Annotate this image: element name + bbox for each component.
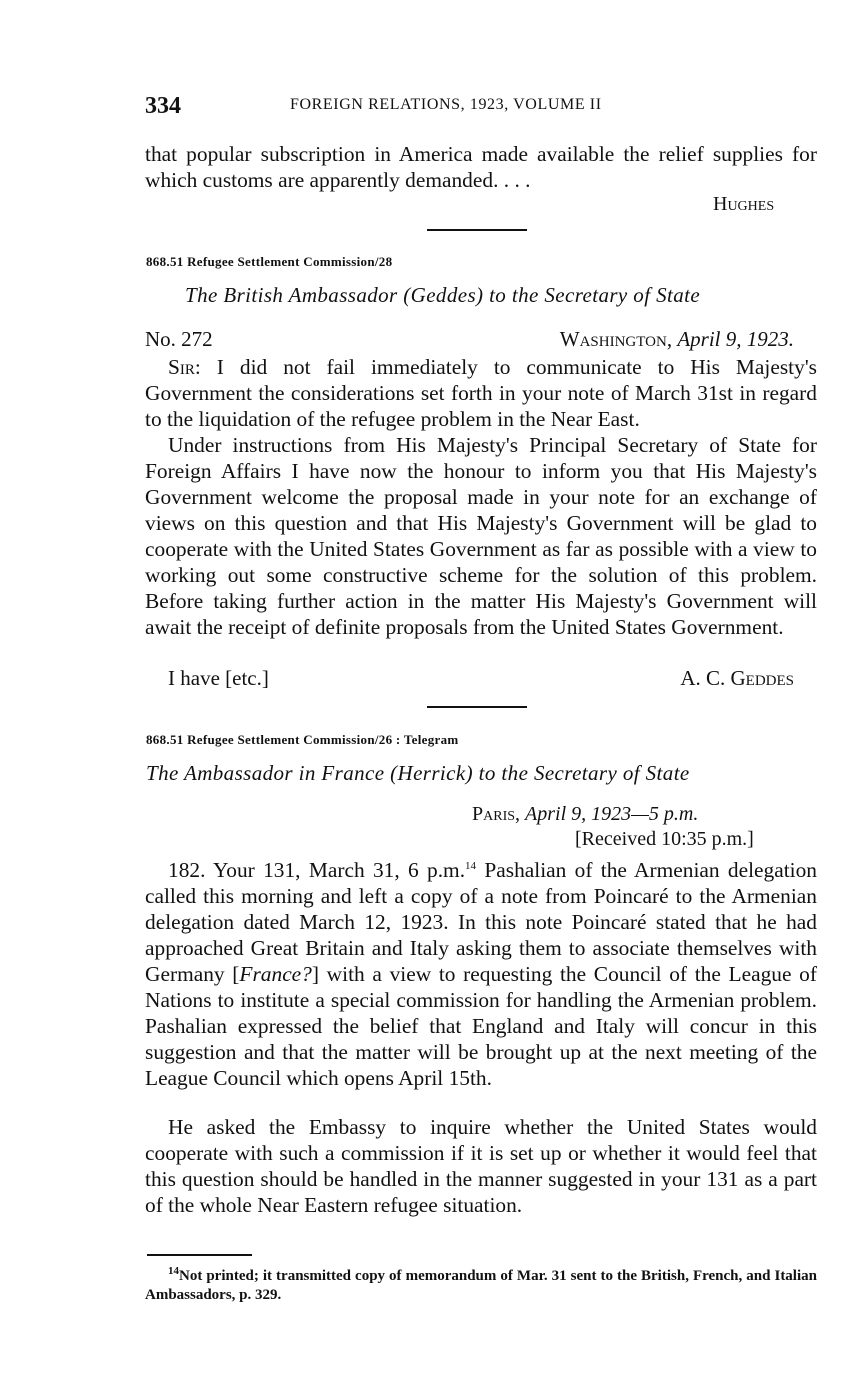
doc2-paragraph-1	[145, 857, 817, 1091]
footnote-divider	[147, 1254, 252, 1256]
doc2-received: [Received 10:35 p.m.]	[575, 828, 754, 850]
doc2-title: The Ambassador in France (Herrick) to the Secretary of State	[146, 761, 690, 785]
footnote-mark: 14	[168, 1265, 179, 1277]
footnote-text: Not printed; it transmitted copy of memorandum of Mar. 31 sent to the British, French, and Italian Ambassadors, p. 329.	[145, 1268, 817, 1303]
doc1-number: No. 272	[145, 327, 213, 351]
doc1-paragraph-2: Under instructions from His Majesty's Principal Secretary of State for Foreign Affairs I have now the honour to inform you that His Majesty's Government welcome the proposal made in your note for an exchange of views on this question and that His Majesty's Government will be glad to cooperate with the United States Government as far as possible with a view to working out some constructive scheme for the solution of this problem. Before taking further action in the matter His Majesty's Government will await the receipt of definite proposals from the United States Government.	[145, 433, 817, 639]
doc1-place: Washington	[559, 327, 667, 351]
doc2-file-reference: 868.51 Refugee Settlement Commission/26 : Telegram	[146, 732, 459, 747]
doc1-paragraph-1-text: : I did not fail immediately to communicate to His Majesty's Government the considerations set forth in your note of March 31st in regard to the liquidation of the refugee problem in the Near East.	[145, 355, 817, 431]
doc2-paragraph-2: He asked the Embassy to inquire whether the United States would cooperate with such a commission if it is set up or whether it would feel that this question should be handled in the manner suggested in your 131 as a part of the whole Near Eastern refugee situation.	[145, 1115, 817, 1217]
section-divider	[427, 706, 527, 708]
doc2-place: Paris	[472, 803, 516, 825]
doc1-signature: A. C. Geddes	[680, 666, 794, 690]
running-head: FOREIGN RELATIONS, 1923, VOLUME II	[290, 96, 602, 113]
doc2-place-date: Paris, April 9, 1923—5 p.m.	[472, 803, 699, 825]
doc1-place-date: Washington, April 9, 1923.	[559, 327, 794, 351]
continuation-signature: Hughes	[713, 193, 775, 215]
doc1-salutation: Sir	[168, 355, 195, 379]
page-header	[145, 93, 817, 123]
doc1-paragraph-1	[145, 354, 817, 432]
doc1-file-reference: 868.51 Refugee Settlement Commission/28	[146, 254, 393, 269]
doc2-paragraph-1-start: 182. Your 131, March 31, 6 p.m.	[168, 858, 466, 882]
continuation-paragraph: that popular subscription in America made available the relief supplies for which customs are apparently demanded. . . .	[145, 142, 817, 192]
page-number: 334	[145, 93, 181, 119]
doc2-paragraph-1-rest: Pashalian of the Armenian delegation called this morning and left a copy of a note from Poincaré to the Armenian delegation dated March 12, 1923. In this note Poincaré stated that he had approached Great Britain and Italy asking them to associate themselves with Germany [	[145, 858, 817, 986]
doc1-number-date-line	[145, 327, 817, 355]
doc2-paragraph-1-end: ] with a view to requesting the Council of the League of Nations to institute a special commission for handling the Armenian problem. Pashalian expressed the belief that England and Italy will concur in this suggestion and that the matter will be brought up at the next meeting of the League Council which opens April 15th.	[145, 962, 817, 1090]
doc2-france-query: France?	[239, 962, 312, 986]
doc2-date: April 9, 1923—5 p.m.	[525, 803, 699, 825]
footnote-reference: 14	[465, 859, 477, 872]
doc1-title: The British Ambassador (Geddes) to the Secretary of State	[185, 283, 701, 307]
doc1-closing: I have [etc.]	[168, 666, 269, 690]
footnote	[145, 1267, 817, 1305]
section-divider	[427, 229, 527, 231]
doc1-closing-line	[145, 666, 817, 694]
doc1-date: April 9, 1923.	[677, 327, 794, 351]
